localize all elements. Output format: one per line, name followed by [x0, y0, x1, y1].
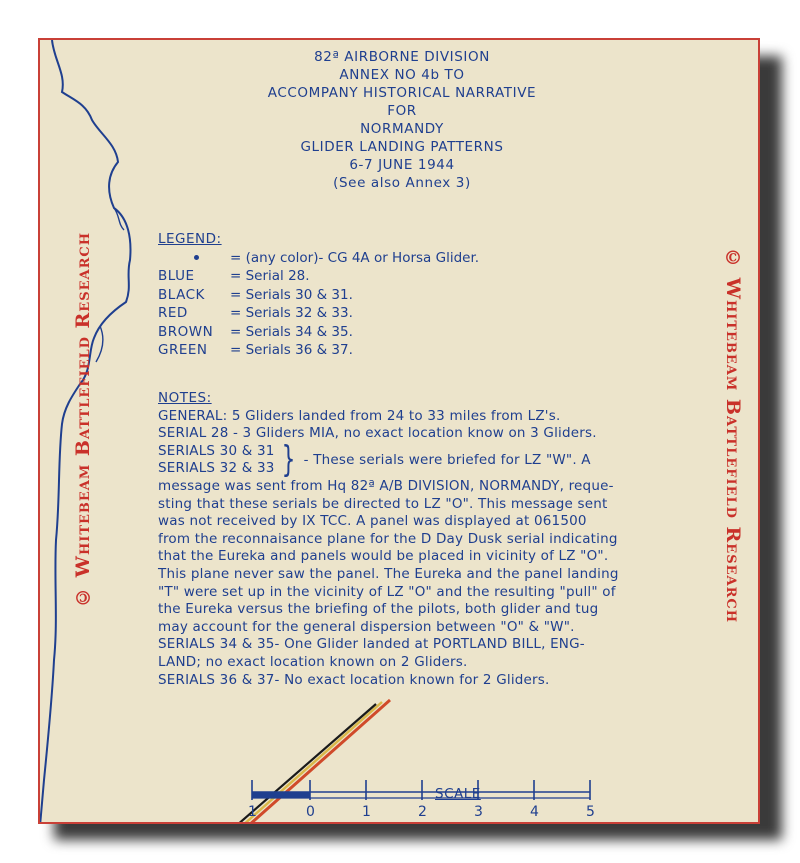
legend-key: BLUE [158, 268, 195, 284]
legend-row [158, 304, 479, 323]
legend-key: BROWN [158, 323, 214, 340]
legend-key: BLACK [158, 286, 205, 303]
title-line: ACCOMPANY HISTORICAL NARRATIVE [267, 85, 537, 101]
note-general: GENERAL: 5 Gliders landed from 24 to 33 miles from LZ's. [158, 407, 561, 424]
title-line: NORMANDY [360, 121, 444, 137]
scale-tick-label: 2 [418, 804, 427, 820]
note-line: may account for the general dispersion between "O" & "W". [158, 618, 575, 635]
title-block [242, 48, 562, 192]
note-line: the Eureka versus the briefing of the pilots, both glider and tug [158, 601, 599, 618]
title-line: GLIDER LANDING PATTERNS [300, 139, 504, 155]
glider-dot-icon [158, 249, 230, 268]
legend-value: = Serials 34 & 35. [230, 323, 353, 340]
watermark-left: © Whitebeam Battlefield Research [72, 231, 94, 609]
notes [158, 390, 686, 689]
watermark-right: © Whitebeam Battlefield Research [722, 246, 744, 624]
note-line: from the reconnaisance plane for the D Day Dusk serial indicating [158, 530, 618, 547]
legend-row [158, 286, 479, 305]
title-line: (See also Annex 3) [333, 175, 471, 191]
title-line: 6-7 JUNE 1944 [349, 157, 455, 173]
scale-tick-label: 5 [586, 804, 595, 820]
bracket-text: - These serials were briefed for LZ "W". A [303, 451, 591, 468]
title-line: FOR [387, 103, 417, 119]
note-line: "T" were set up in the vicinity of LZ "O" and the resulting "pull" of [158, 583, 616, 600]
legend-value: = Serial 28. [230, 268, 310, 284]
note-line: sting that these serials be directed to LZ "O". This message sent [158, 495, 608, 512]
title-line: 82ª AIRBORNE DIVISION [314, 49, 490, 65]
legend-value: = Serials 36 & 37. [230, 342, 353, 358]
brace-icon: } [281, 439, 296, 481]
legend [158, 230, 479, 360]
scale-tick-label: 1 [248, 804, 257, 820]
legend-row [158, 267, 479, 286]
legend-row [158, 341, 479, 360]
note-bracket-group [158, 439, 686, 481]
legend-value: = Serials 32 & 33. [230, 305, 353, 321]
bracket-serial-a: SERIALS 30 & 31 [158, 442, 275, 459]
scale-tick-label: 3 [474, 804, 483, 820]
note-line: SERIALS 34 & 35- One Glider landed at PORTLAND BILL, ENG- [158, 636, 585, 653]
legend-value: = (any color)- CG 4A or Horsa Glider. [230, 249, 480, 266]
bracket-serial-b: SERIALS 32 & 33 [158, 460, 275, 477]
legend-value: = Serials 30 & 31. [230, 286, 353, 303]
map-frame [38, 38, 760, 824]
legend-key: RED [158, 305, 188, 321]
note-line: LAND; no exact location known on 2 Gliders. [158, 653, 468, 670]
note-line: SERIALS 36 & 37- No exact location known for 2 Gliders. [158, 671, 550, 688]
scale-label: SCALE [435, 786, 481, 802]
scale-tick-label: 4 [530, 804, 539, 820]
scale-tick-label: 0 [306, 804, 315, 820]
title-line: ANNEX NO 4b TO [339, 67, 465, 83]
scale-bar [252, 780, 590, 800]
legend-heading: LEGEND: [158, 231, 222, 247]
note-line: message was sent from Hq 82ª A/B DIVISION, NORMANDY, reque- [158, 477, 614, 494]
scale-tick-label: 1 [362, 804, 371, 820]
legend-key: GREEN [158, 342, 208, 358]
note-line: This plane never saw the panel. The Eureka and the panel landing [158, 565, 619, 582]
notes-heading: NOTES: [158, 390, 212, 406]
note-line: that the Eureka and panels would be placed in vicinity of LZ "O". [158, 548, 609, 565]
note-serial-28: SERIAL 28 - 3 Gliders MIA, no exact location know on 3 Gliders. [158, 425, 597, 442]
note-line: was not received by IX TCC. A panel was displayed at 061500 [158, 513, 587, 530]
bracket-serials [158, 443, 275, 478]
legend-row [158, 249, 479, 268]
legend-row [158, 323, 479, 342]
